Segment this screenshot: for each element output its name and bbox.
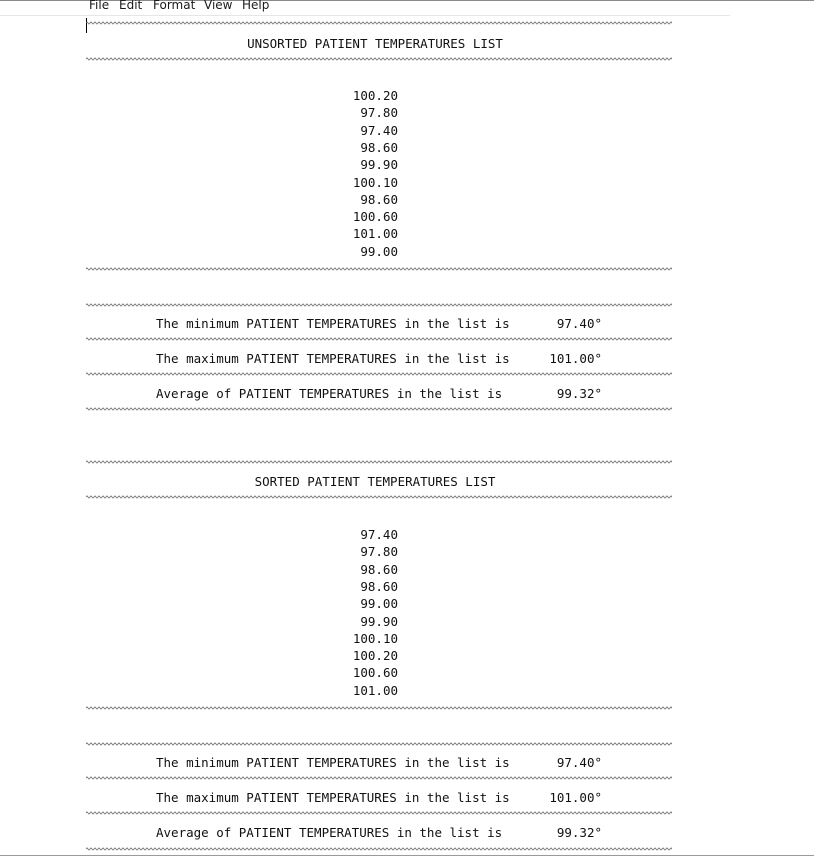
menu-format[interactable]: Format — [153, 0, 196, 12]
tilde-separator — [86, 494, 672, 500]
temperature-value: 100.60 — [352, 209, 398, 225]
sorted-title: SORTED PATIENT TEMPERATURES LIST — [254, 474, 496, 489]
tilde-separator — [86, 705, 672, 711]
temperature-value: 98.60 — [360, 191, 398, 207]
temperature-value: 100.20 — [352, 648, 398, 664]
menu-bar — [0, 0, 730, 16]
temperature-value: 99.00 — [360, 243, 398, 259]
temperature-value: 98.60 — [360, 578, 398, 594]
text-editor-area[interactable] — [0, 16, 814, 856]
menu-file[interactable]: File — [89, 0, 110, 12]
unsorted-max-label: The maximum PATIENT TEMPERATURES in the list is — [156, 351, 510, 366]
unsorted-min-value: 97.40° — [556, 316, 602, 331]
temperature-value: 99.00 — [360, 596, 398, 612]
tilde-separator — [86, 459, 672, 465]
tilde-separator — [86, 371, 672, 377]
sorted-avg-value: 99.32° — [556, 825, 602, 840]
temperature-value: 98.60 — [360, 139, 398, 155]
menu-edit[interactable]: Edit — [119, 0, 143, 12]
tilde-separator — [86, 266, 672, 272]
temperature-value: 99.90 — [360, 613, 398, 629]
temperature-value: 101.00 — [352, 226, 398, 242]
unsorted-avg-label: Average of PATIENT TEMPERATURES in the list is — [156, 386, 503, 401]
unsorted-title: UNSORTED PATIENT TEMPERATURES LIST — [247, 36, 503, 51]
temperature-value: 97.40 — [360, 527, 398, 542]
unsorted-min-label: The minimum PATIENT TEMPERATURES in the list is — [156, 316, 510, 331]
temperature-value: 100.10 — [352, 630, 398, 646]
tilde-separator — [86, 56, 672, 62]
temperature-value: 100.10 — [352, 174, 398, 190]
temperature-value: 97.40 — [360, 122, 398, 138]
menu-help[interactable]: Help — [242, 0, 270, 12]
tilde-separator — [86, 336, 672, 342]
tilde-separator — [86, 302, 672, 308]
unsorted-max-value: 101.00° — [549, 351, 602, 366]
menu-view[interactable]: View — [204, 0, 233, 12]
tilde-separator — [86, 20, 672, 26]
tilde-separator — [86, 406, 672, 412]
sorted-min-value: 97.40° — [556, 755, 602, 770]
tilde-separator — [86, 741, 672, 747]
temperature-value: 99.90 — [360, 157, 398, 173]
temperature-value: 101.00 — [352, 682, 398, 698]
sorted-min-label: The minimum PATIENT TEMPERATURES in the list is — [156, 755, 510, 770]
sorted-max-label: The maximum PATIENT TEMPERATURES in the list is — [156, 790, 510, 805]
tilde-separator — [86, 846, 672, 852]
tilde-separator — [86, 775, 672, 781]
unsorted-avg-value: 99.32° — [556, 386, 602, 401]
temperature-value: 100.20 — [352, 88, 398, 103]
temperature-value: 97.80 — [360, 105, 398, 121]
sorted-max-value: 101.00° — [549, 790, 602, 805]
temperature-value: 100.60 — [352, 665, 398, 681]
temperature-value: 98.60 — [360, 561, 398, 577]
sorted-avg-label: Average of PATIENT TEMPERATURES in the list is — [156, 825, 503, 840]
tilde-separator — [86, 810, 672, 816]
temperature-value: 97.80 — [360, 544, 398, 560]
